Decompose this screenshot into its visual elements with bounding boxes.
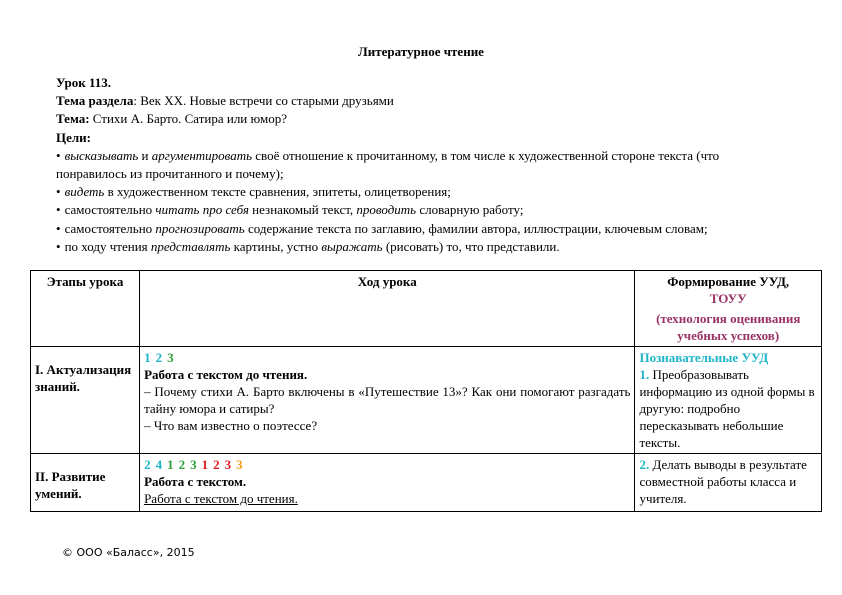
task-number: 4	[155, 457, 163, 472]
lesson-intro	[56, 74, 786, 256]
header-stages: Этапы урока	[31, 271, 140, 347]
task-number: 2	[144, 457, 151, 472]
stage-cell: I. Актуализация знаний.	[31, 347, 140, 454]
goal-item: • по ходу чтения представлять картины, устно выражать (рисовать) то, что представили.	[56, 238, 560, 254]
process-heading: Работа с текстом до чтения.	[144, 367, 308, 382]
task-number: 1	[167, 457, 174, 472]
lesson-number: Урок 113.	[56, 75, 111, 90]
table-row	[31, 347, 822, 454]
table-row	[31, 454, 822, 512]
task-numbers	[144, 456, 630, 473]
task-number: 3	[167, 350, 174, 365]
task-number: 1	[144, 350, 151, 365]
process-text: – Почему стихи А. Барто включены в «Путешествие 13»? Как они помогают разгадать тайну юмора и сатиры?	[144, 384, 631, 416]
lesson-table	[30, 270, 822, 512]
header-uud: Формирование УУД, ТОУУ (технология оценивания учебных успехов)	[635, 271, 822, 347]
section-line: Тема раздела: Век XX. Новые встречи со старыми друзьями	[56, 93, 394, 109]
goal-item: • самостоятельно прогнозировать содержание текста по заглавию, фамилии автора, иллюстрации, ключевым словам;	[56, 220, 708, 236]
task-number: 3	[224, 457, 232, 472]
task-number: 3	[236, 457, 243, 472]
goals-label: Цели:	[56, 129, 91, 145]
task-number: 2	[178, 457, 186, 472]
process-cell	[140, 454, 635, 512]
process-heading: Работа с текстом.	[144, 474, 247, 489]
goal-item: • высказывать и аргументировать своё отношение к прочитанному, в том числе к художественной стороне текста (что понравилось из прочитанного и почему);	[56, 147, 720, 182]
process-cell	[140, 347, 635, 454]
task-number: 3	[190, 457, 197, 472]
uud-cell	[635, 347, 822, 454]
task-numbers	[144, 349, 630, 366]
topic-line: Тема: Стихи А. Барто. Сатира или юмор?	[56, 111, 288, 127]
uud-text: 1. Преобразовывать информацию из одной формы в другую: подробно пересказывать небольшие тексты.	[639, 367, 815, 450]
header-process: Ход урока	[140, 271, 635, 347]
uud-cell	[635, 454, 822, 512]
task-number: 2	[155, 350, 163, 365]
process-text: Работа с текстом до чтения.	[144, 491, 298, 506]
process-text: – Что вам известно о поэтессе?	[144, 418, 318, 433]
uud-text: 2. Делать выводы в результате совместной работы класса и учителя.	[639, 457, 807, 506]
goal-item: • видеть в художественном тексте сравнения, эпитеты, олицетворения;	[56, 184, 451, 200]
table-header-row	[31, 271, 822, 347]
uud-title: Познавательные УУД	[639, 350, 769, 365]
task-number: 2	[213, 457, 220, 472]
goal-item: • самостоятельно читать про себя незнакомый текст, проводить словарную работу;	[56, 202, 524, 218]
copyright-footer: © ООО «Баласс», 2015	[62, 546, 195, 559]
task-number: 1	[201, 457, 209, 472]
stage-cell: II. Развитие умений.	[31, 454, 140, 512]
page-title: Литературное чтение	[358, 44, 484, 59]
